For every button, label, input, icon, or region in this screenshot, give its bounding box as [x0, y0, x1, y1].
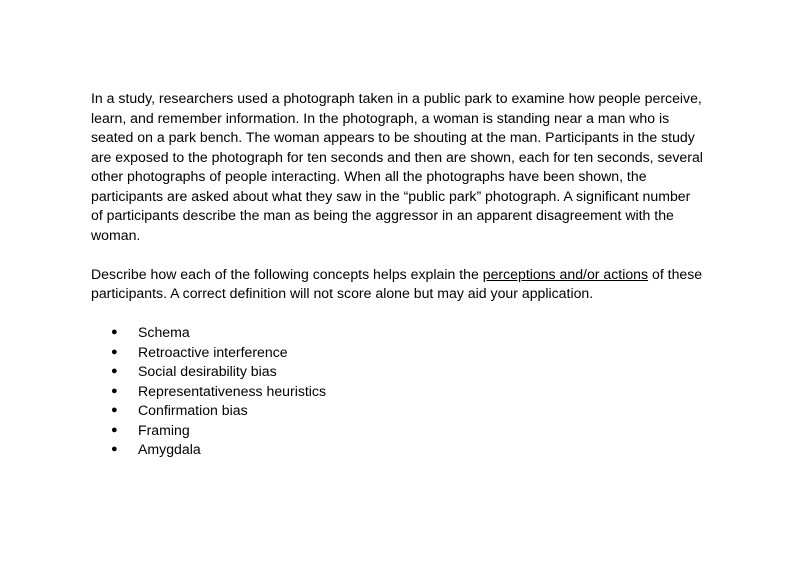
bullet-icon: ●	[111, 384, 118, 397]
list-item	[91, 440, 703, 460]
scenario-paragraph: In a study, researchers used a photograph taken in a public park to examine how people perceive, learn, and remember information. In the photograph, a woman is standing near a man who is seated on a park bench. The woman appears to be shouting at the man. Participants in the study are exposed to the photograph for ten seconds and then are shown, each for ten seconds, several other photographs of people interacting. When all the photographs have been shown, the participants are asked about what they saw in the “public park” photograph. A significant number of participants describe the man as being the aggressor in an apparent disagreement with the woman.	[91, 90, 703, 243]
concept-label: Retroactive interference	[138, 343, 288, 360]
bullet-icon: ●	[111, 443, 118, 455]
concept-list	[91, 323, 703, 460]
bullet-icon: ●	[111, 345, 118, 358]
concept-label: Representativeness heuristics	[138, 382, 327, 399]
instruction-underlined-phrase: perceptions and/or actions	[482, 265, 649, 282]
instruction-paragraph	[91, 265, 703, 304]
list-item	[91, 323, 703, 343]
instruction-text-before: Describe how each of the following concepts helps explain the	[91, 265, 483, 282]
bullet-icon: ●	[111, 326, 118, 338]
bullet-icon: ●	[111, 404, 118, 416]
list-item	[91, 401, 703, 421]
list-item	[91, 421, 703, 441]
concept-label: Social desirability bias	[138, 363, 277, 379]
concept-label: Confirmation bias	[138, 402, 248, 418]
bullet-icon: ●	[111, 365, 118, 377]
list-item	[91, 382, 703, 402]
list-item	[91, 362, 703, 382]
concept-label: Amygdala	[138, 441, 201, 457]
concept-label: Framing	[138, 421, 190, 438]
list-item	[91, 343, 703, 363]
bullet-icon: ●	[111, 423, 118, 436]
concept-label: Schema	[138, 324, 190, 340]
instruction-text-after: of these participants. A correct definition will not score alone but may aid your application.	[91, 265, 703, 301]
document-page	[91, 89, 703, 460]
